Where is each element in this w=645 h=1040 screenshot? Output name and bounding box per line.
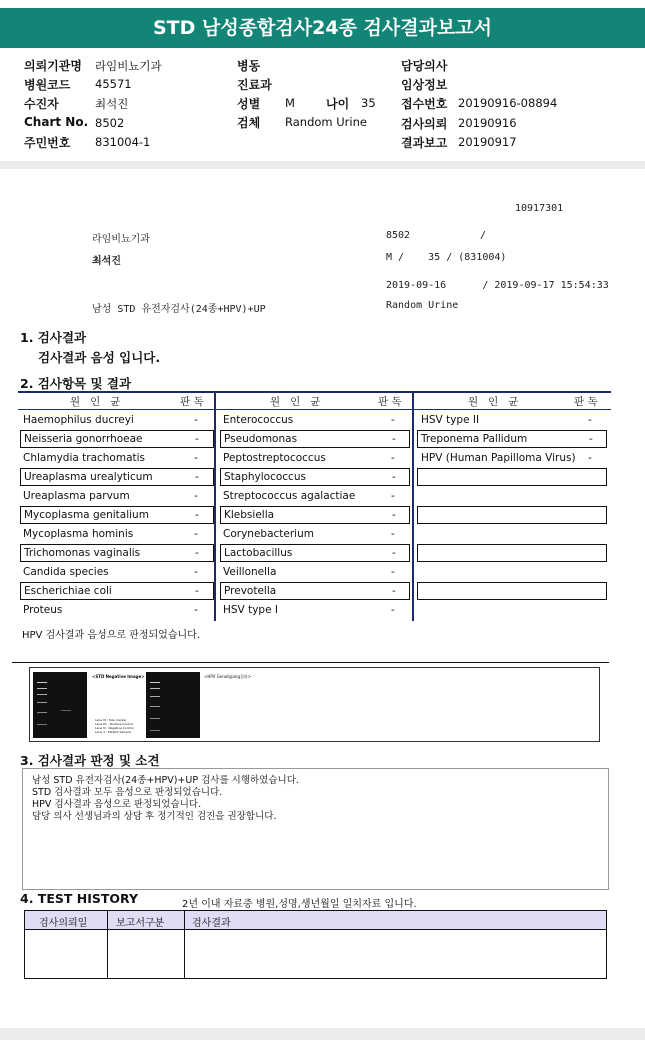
hpv-image-caption: <HPV Genotyping결과> (204, 674, 252, 679)
pathogen-result: - (194, 490, 198, 502)
history-col-type: 보고서구분 (116, 918, 165, 929)
pathogen-result: - (194, 604, 198, 616)
pathogen-result: - (391, 414, 395, 426)
table-row (220, 449, 408, 467)
pathogen-result: - (194, 414, 198, 426)
gel-image-std-1 (33, 672, 87, 738)
col3-head: 원 인 균 (468, 396, 519, 408)
request-value: 20190916 (458, 116, 517, 130)
print-patient: 최석진 (92, 256, 121, 267)
pathogen-result: - (588, 414, 592, 426)
table-row (418, 449, 606, 467)
separator-rule (12, 662, 609, 663)
hpv-note: HPV 검사결과 음성으로 판정되었습니다. (22, 630, 201, 641)
pathogen-name: Chlamydia trachomatis (23, 452, 146, 464)
history-col-divider (184, 911, 185, 978)
pathogen-result: - (392, 509, 396, 521)
history-note: 2년 이내 자료중 병원,성명,생년월일 일치자료 입니다. (182, 899, 417, 910)
print-test-name: 남성 STD 유전자검사(24종+HPV)+UP (92, 304, 266, 315)
pathogen-result: - (392, 547, 396, 559)
col1-head-result: 판 독 (180, 396, 204, 408)
pathogen-result: - (391, 490, 395, 502)
pathogen-name: Veillonella (223, 566, 277, 578)
pathogen-result: - (194, 566, 198, 578)
pathogen-result: - (391, 566, 395, 578)
table-row (220, 525, 408, 543)
col3-head-result: 판 독 (574, 396, 598, 408)
col1-head: 원 인 균 (70, 396, 121, 408)
request-label: 검사의뢰 (401, 117, 448, 131)
hospital-code-value: 45571 (95, 77, 132, 91)
table-row (20, 544, 214, 562)
table-row-empty (417, 582, 607, 600)
section4-title: 4. TEST HISTORY (20, 891, 139, 906)
age-label: 나이 (326, 97, 350, 111)
report-label: 결과보고 (401, 136, 448, 150)
opinion-line: 남성 STD 유전자검사(24종+HPV)+UP 검사를 시행하였습니다. (32, 775, 299, 786)
std-image-caption: <STD Negative Image> (92, 674, 145, 679)
pathogen-name: Corynebacterium (223, 528, 314, 540)
table-row-empty (417, 468, 607, 486)
resident-label: 주민번호 (24, 136, 71, 150)
table-head-rule (18, 409, 611, 410)
table-row (20, 430, 214, 448)
pathogen-name: HSV type II (421, 414, 480, 426)
pathogen-name: Mycoplasma genitalium (24, 509, 149, 521)
institution-value: 라임비뇨기과 (95, 59, 162, 73)
opinion-line: HPV 검사결과 음성으로 판정되었습니다. (32, 799, 202, 810)
print-code: 10917301 (515, 203, 564, 214)
table-row (220, 468, 410, 486)
doctor-label: 담당의사 (401, 59, 448, 73)
pathogen-name: Ureaplasma parvum (23, 490, 130, 502)
pathogen-name: Haemophilus ducreyi (23, 414, 134, 426)
print-chart: 8502 (386, 230, 411, 241)
institution-label: 의뢰기관명 (24, 59, 82, 73)
col2-head: 원 인 균 (270, 396, 321, 408)
clinical-label: 임상정보 (401, 78, 448, 92)
table-row (220, 544, 410, 562)
table-row (220, 582, 410, 600)
col2-head-result: 판 독 (378, 396, 402, 408)
table-row (220, 411, 408, 429)
print-institution: 라임비뇨기과 (92, 234, 150, 245)
print-specimen: Random Urine (386, 300, 459, 311)
table-row (220, 563, 408, 581)
opinion-box (22, 768, 609, 890)
pathogen-result: - (392, 585, 396, 597)
pathogen-result: - (194, 452, 198, 464)
table-row (417, 430, 607, 448)
pathogen-name: Peptostreptococcus (223, 452, 326, 464)
section1-title: 1. 검사결과 (20, 330, 87, 345)
patient-label: 수진자 (24, 97, 59, 111)
specimen-label: 검체 (237, 116, 261, 130)
chart-label: Chart No. (24, 115, 89, 129)
section3-title: 3. 검사결과 판정 및 소견 (20, 753, 160, 768)
age-value: 35 (361, 96, 376, 110)
sex-label: 성별 (237, 97, 261, 111)
table-row (220, 430, 410, 448)
table-row (220, 506, 410, 524)
table-row (20, 601, 212, 619)
pathogen-result: - (391, 452, 395, 464)
table-top-rule (18, 391, 611, 393)
table-row (20, 449, 212, 467)
pathogen-name: Treponema Pallidum (421, 433, 528, 445)
history-col-result: 검사결과 (192, 918, 231, 929)
pathogen-result: - (195, 547, 199, 559)
gel-image-std-2 (146, 672, 200, 738)
gel-image-panel (29, 667, 600, 742)
pathogen-result: - (195, 509, 199, 521)
print-sex-age: M / 35 / (831004) (386, 252, 507, 263)
report-value: 20190917 (458, 135, 517, 149)
ward-label: 병동 (237, 59, 261, 73)
section2-title: 2. 검사항목 및 결과 (20, 376, 132, 391)
table-row-empty (417, 506, 607, 524)
table-row (20, 582, 214, 600)
table-row (20, 411, 212, 429)
resident-value: 831004-1 (95, 135, 151, 149)
pathogen-name: Klebsiella (224, 509, 275, 521)
pathogen-result: - (195, 471, 199, 483)
pathogen-result: - (392, 433, 396, 445)
col-divider-1 (214, 391, 216, 621)
pathogen-name: Staphylococcus (224, 471, 306, 483)
pathogen-name: Candida species (23, 566, 109, 578)
opinion-line: 담당 의사 선생님과의 상담 후 정기적인 검진을 권장합니다. (32, 811, 277, 822)
pathogen-result: - (195, 585, 199, 597)
pathogen-result: - (391, 528, 395, 540)
table-row (20, 487, 212, 505)
pathogen-name: HPV (Human Papilloma Virus) (421, 452, 576, 464)
divider-band (0, 161, 645, 169)
history-header-row (25, 911, 606, 930)
pathogen-name: Neisseria gonorrhoeae (24, 433, 143, 445)
pathogen-result: - (391, 604, 395, 616)
pathogen-name: Enterococcus (223, 414, 294, 426)
specimen-value: Random Urine (285, 115, 367, 129)
opinion-line: STD 검사결과 모두 음성으로 판정되었습니다. (32, 787, 223, 798)
gel-legend: Lane M : Size marker Lane P1 : Positive Control Lane N : Negative Control Lane 1 : Patient Sample (95, 718, 134, 734)
print-slash: / (480, 230, 487, 241)
hospital-code-label: 병원코드 (24, 78, 71, 92)
table-row (20, 468, 214, 486)
table-row (20, 563, 212, 581)
dept-label: 진료과 (237, 78, 272, 92)
table-row (220, 601, 408, 619)
page-bottom-band (0, 1028, 645, 1040)
pathogen-result: - (392, 471, 396, 483)
pathogen-name: Pseudomonas (224, 433, 298, 445)
pathogen-result: - (589, 433, 593, 445)
chart-value: 8502 (95, 116, 125, 130)
pathogen-name: Streptococcus agalactiae (223, 490, 356, 502)
pathogen-name: Prevotella (224, 585, 277, 597)
pathogen-name: Lactobacillus (224, 547, 293, 559)
history-col-divider (107, 911, 108, 978)
table-row (220, 487, 408, 505)
sex-value: M (285, 96, 295, 110)
table-row (20, 506, 214, 524)
history-table (24, 910, 607, 979)
col-divider-2 (412, 391, 414, 621)
pathogen-name: HSV type I (223, 604, 278, 616)
report-title: STD 남성종합검사24종 검사결과보고서 (0, 8, 645, 48)
pathogen-name: Escherichiae coli (24, 585, 112, 597)
history-col-date: 검사의뢰일 (39, 918, 88, 929)
pathogen-name: Proteus (23, 604, 63, 616)
pathogen-name: Mycoplasma hominis (23, 528, 134, 540)
receipt-value: 20190916-08894 (458, 96, 558, 110)
table-row (418, 411, 606, 429)
result-message: 검사결과 음성 입니다. (38, 350, 161, 365)
print-dates: 2019-09-16 / 2019-09-17 15:54:33 (386, 280, 609, 291)
pathogen-result: - (195, 433, 199, 445)
pathogen-result: - (194, 528, 198, 540)
table-row-empty (417, 544, 607, 562)
pathogen-result: - (588, 452, 592, 464)
table-row (20, 525, 212, 543)
patient-value: 최석진 (95, 97, 129, 111)
receipt-label: 접수번호 (401, 97, 448, 111)
pathogen-name: Trichomonas vaginalis (24, 547, 141, 559)
pathogen-name: Ureaplasma urealyticum (24, 471, 153, 483)
